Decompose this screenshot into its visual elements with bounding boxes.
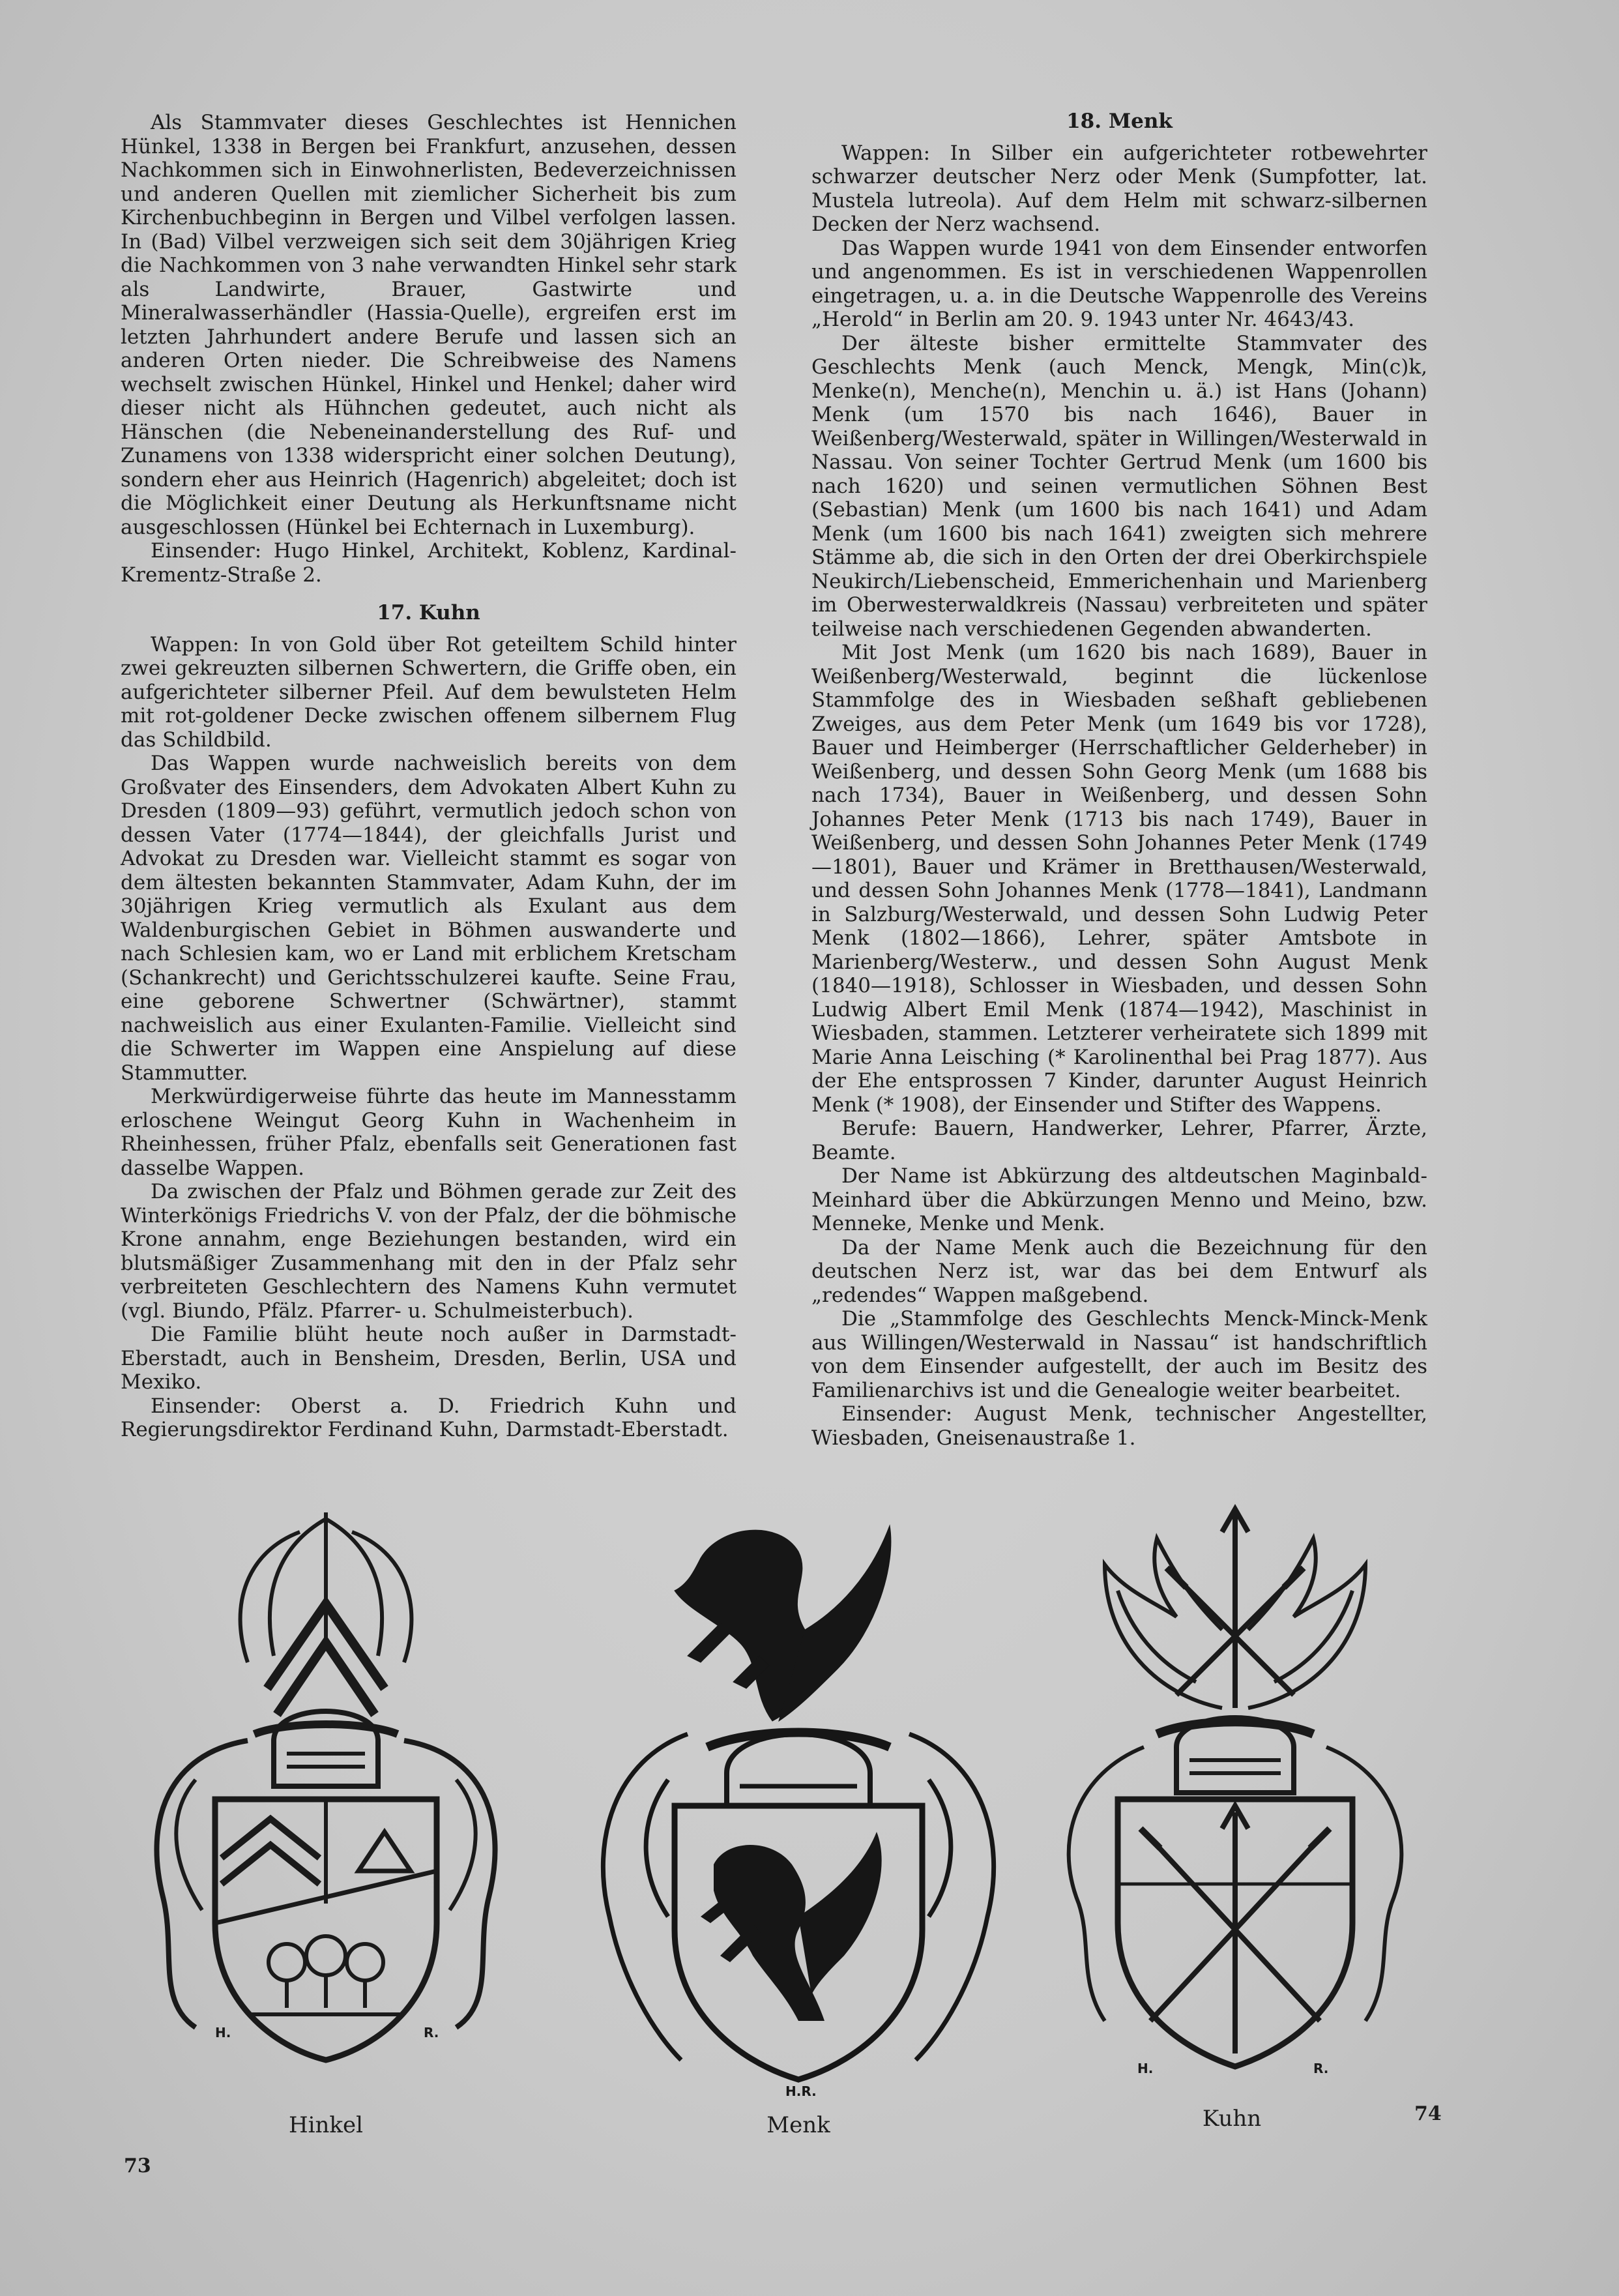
menk-paragraph-3: Der älteste bisher ermittelte Stammvater des Geschlechts Menk (auch Menck, Mengk, Min(c)k, Menke(n), Menche(n), Menchin u. ä.) ist Hans (Johann) Menk (um 1570 bis nach 1646), Bauer in Weißenberg/Westerwald, später in Willingen/Westerwald in Nassau. Von seiner Tochter Gertrud Menk (um 1600 bis nach 1620) und seinen vermutlichen Söhnen Best (Sebastian) Menk (um 1600 bis nach 1641) und Adam Menk (um 1600 bis nach 1641) zweigten sich mehrere Stämme ab, die sich in den Orten der drei Oberkirchspiele Neukirch/Liebenscheid, Emmerichenhain und Marienberg im Oberwesterwaldkreis (Nassau) verbreiteten und später teilweise nach verschiedenen Gegenden abwanderten. — [811, 331, 1427, 641]
page-number-left: 73 — [124, 2155, 151, 2177]
menk-paragraph-7: Da der Name Menk auch die Bezeichnung für den deutschen Nerz ist, war das bei dem Entwurf als „redendes“ Wappen maßgebend. — [811, 1235, 1427, 1307]
hinkel-signature-left: H. — [215, 2025, 231, 2040]
menk-paragraph-8: Die „Stammfolge des Geschlechts Menck-Minck-Menk aus Willingen/Westerwald in Nassau“ ist handschriftlich von dem Einsender aufgestellt, der auch im Besitz des Familienarchivs ist und die Genealogie weiter bearbeitet. — [811, 1307, 1427, 1402]
kuhn-paragraph-4: Da zwischen der Pfalz und Böhmen gerade zur Zeit des Winterkönigs Friedrichs V. von der Pfalz, der die böhmische Krone annahm, enge Beziehungen bestanden, wird ein blutsmäßiger Zusammenhang mit den in der Pfalz sehr verbreiteten Geschlechtern des Namens Kuhn vermutet (vgl. Biundo, Pfälz. Pfarrer- u. Schulmeisterbuch). — [121, 1180, 737, 1323]
menk-heading: 18. Menk — [1066, 110, 1173, 133]
hinkel-submitter: Einsender: Hugo Hinkel, Architekt, Koblenz, Kardinal-Krementz-Straße 2. — [121, 539, 737, 587]
kuhn-paragraph-2: Das Wappen wurde nachweislich bereits von dem Großvater des Einsenders, dem Advokaten Albert Kuhn zu Dresden (1809—93) geführt, vermutlich jedoch schon von dessen Vater (1774—1844), der gleichfalls Jurist und Advokat zu Dresden war. Vielleicht stammt es sogar von dem ältesten bekannten Stammvater, Adam Kuhn, der im 30jährigen Krieg vermutlich als Exulant aus dem Waldenburgischen Gebiet in Böhmen auswanderte und nach Schlesien kam, wo er Land mit erblichem Kretscham (Schankrecht) und Gerichtsschulzerei kaufte. Seine Frau, eine geborene Schwertner (Schwärtner), stammt nachweislich aus einer Exulanten-Familie. Vielleicht sind die Schwerter im Wappen eine Anspielung auf diese Stammutter. — [121, 752, 737, 1085]
page-number-right: 74 — [1414, 2102, 1442, 2125]
hinkel-paragraph-1: Als Stammvater dieses Geschlechtes ist Hennichen Hünkel, 1338 in Bergen bei Frankfurt, anzusehen, dessen Nachkommen sich in Einwohnerlisten, Bedeverzeichnissen und anderen Quellen mit ziemlicher Sicherheit bis zum Kirchenbuchbeginn in Bergen und Vilbel verfolgen lassen. In (Bad) Vilbel verzweigen sich seit dem 30jährigen Krieg die Nachkommen von 3 nahe verwandten Hinkel sehr stark als Landwirte, Brauer, Gastwirte und Mineralwasserhändler (Hassia-Quelle), ergreifen erst im letzten Jahrhundert andere Berufe und lassen sich an anderen Orten nieder. Die Schreibweise des Namens wechselt zwischen Hünkel, Hinkel und Henkel; daher wird dieser nicht als Hühnchen gedeutet, auch nicht als Hänschen (die Nebeneinanderstellung des Ruf- und Zunamens von 1338 widerspricht einer solchen Deutung), sondern eher aus Heinrich (Hagenrich) abgeleitet; doch ist die Möglichkeit einer Deutung als Herkunftsname nicht ausgeschlossen (Hünkel bei Echternach in Luxemburg). — [121, 111, 737, 539]
menk-paragraph-5: Berufe: Bauern, Handwerker, Lehrer, Pfarrer, Ärzte, Beamte. — [811, 1117, 1427, 1164]
kuhn-signature-left: H. — [1137, 2061, 1154, 2076]
kuhn-paragraph-3: Merkwürdigerweise führte das heute im Mannesstamm erloschene Weingut Georg Kuhn in Wachenheim in Rheinhessen, früher Pfalz, ebenfalls seit Generationen fast dasselbe Wappen. — [121, 1085, 737, 1180]
kuhn-paragraph-1: Wappen: In von Gold über Rot geteiltem Schild hinter zwei gekreuzten silbernen Schwertern, die Griffe oben, ein aufgerichteter silberner Pfeil. Auf dem bewulsteten Helm mit rot-goldener Decke zwischen offenem silbernem Flug das Schildbild. — [121, 632, 737, 752]
menk-signature: H.R. — [785, 2083, 817, 2099]
menk-coat-of-arms — [590, 1499, 1007, 2099]
hinkel-signature-right: R. — [424, 2025, 439, 2040]
kuhn-submitter: Einsender: Oberst a. D. Friedrich Kuhn und Regierungsdirektor Ferdinand Kuhn, Darmstadt-Eberstadt. — [121, 1394, 737, 1441]
menk-caption: Menk — [766, 2112, 830, 2138]
hinkel-caption: Hinkel — [288, 2112, 364, 2138]
right-column — [811, 110, 1427, 1450]
kuhn-paragraph-5: Die Familie blüht heute noch außer in Darmstadt-Eberstadt, auch in Bensheim, Dresden, Berlin, USA und Mexiko. — [121, 1323, 737, 1394]
kuhn-signature-right: R. — [1313, 2061, 1329, 2076]
kuhn-heading: 17. Kuhn — [377, 601, 480, 625]
menk-paragraph-2: Das Wappen wurde 1941 von dem Einsender entworfen und angenommen. Es ist in verschiedenen Wappenrollen eingetragen, u. a. in die Deutsche Wappenrolle des Vereins „Herold“ in Berlin am 20. 9. 1943 unter Nr. 4643/43. — [811, 236, 1427, 331]
kuhn-coat-of-arms — [1027, 1499, 1444, 2099]
kuhn-caption: Kuhn — [1202, 2106, 1262, 2132]
menk-submitter: Einsender: August Menk, technischer Angestellter, Wiesbaden, Gneisenaustraße 1. — [811, 1402, 1427, 1450]
hinkel-coat-of-arms — [117, 1506, 534, 2080]
left-column — [121, 111, 737, 1442]
menk-paragraph-6: Der Name ist Abkürzung des altdeutschen Maginbald-Meinhard über die Abkürzungen Menno und Meino, bzw. Menneke, Menke und Menk. — [811, 1164, 1427, 1235]
menk-paragraph-1: Wappen: In Silber ein aufgerichteter rotbewehrter schwarzer deutscher Nerz oder Menk (Sumpfotter, lat. Mustela lutreola). Auf dem Helm mit schwarz-silbernen Decken der Nerz wachsend. — [811, 141, 1427, 236]
menk-paragraph-4: Mit Jost Menk (um 1620 bis nach 1689), Bauer in Weißenberg/Westerwald, beginnt die lückenlose Stammfolge des in Wiesbaden seßhaft gebliebenen Zweiges, aus dem Peter Menk (um 1649 bis vor 1728), Bauer und Heimberger (Herrschaftlicher Gelderheber) in Weißenberg, und dessen Sohn Georg Menk (um 1688 bis nach 1734), Bauer in Weißenberg, und dessen Sohn Johannes Peter Menk (1713 bis nach 1749), Bauer in Weißenberg, und dessen Sohn Johannes Peter Menk (1749—1801), Bauer und Krämer in Bretthausen/Westerwald, und dessen Sohn Johannes Menk (1778—1841), Landmann in Salzburg/Westerwald, und dessen Sohn Ludwig Peter Menk (1802—1866), Lehrer, später Amtsbote in Marienberg/Westerw., und dessen Sohn August Menk (1840—1918), Schlosser in Wiesbaden, und dessen Sohn Ludwig Albert Emil Menk (1874—1942), Maschinist in Wiesbaden, stammen. Letzterer verheiratete sich 1899 mit Marie Anna Leisching (* Karolinenthal bei Prag 1877). Aus der Ehe entsprossen 7 Kinder, darunter August Heinrich Menk (* 1908), der Einsender und Stifter des Wappens. — [811, 641, 1427, 1117]
